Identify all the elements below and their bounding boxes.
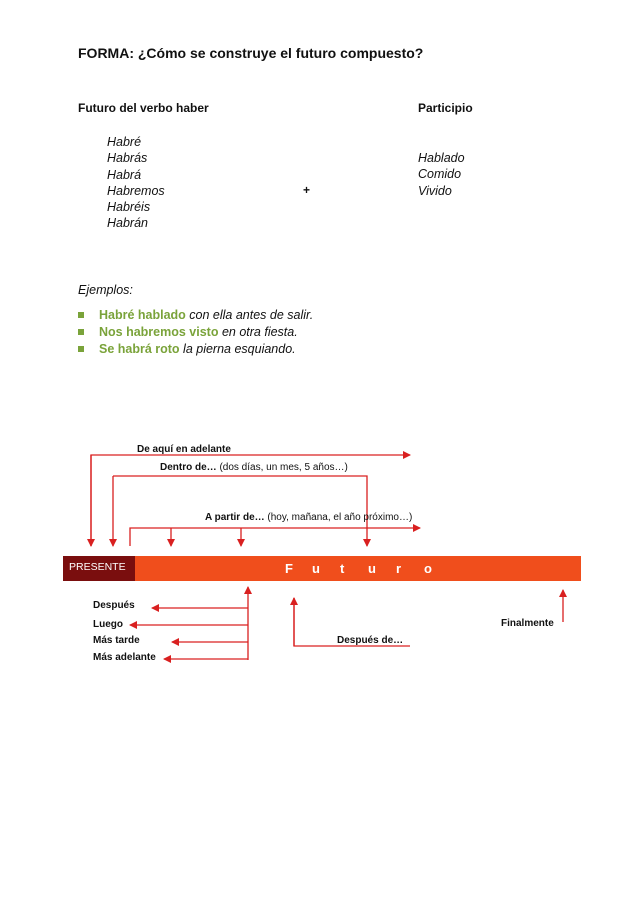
finalmente-label: Finalmente bbox=[501, 618, 554, 629]
a-partir-label bbox=[205, 512, 412, 523]
participle: Comido bbox=[418, 167, 462, 182]
dentro-de-rest: (dos días, un mes, 5 años…) bbox=[216, 462, 348, 473]
a-partir-bold: A partir de… bbox=[205, 512, 265, 523]
a-partir-arrow bbox=[130, 528, 420, 546]
example-highlight: Habré hablado bbox=[99, 308, 186, 322]
example-rest: la pierna esquiando. bbox=[179, 342, 296, 356]
haber-form: Habrás bbox=[107, 151, 148, 166]
futuro-letter: u bbox=[368, 561, 376, 576]
futuro-letter: r bbox=[396, 561, 402, 576]
haber-form: Habrán bbox=[107, 216, 148, 231]
dentro-de-label bbox=[160, 462, 348, 473]
examples-label: Ejemplos: bbox=[78, 283, 133, 297]
futuro-letter: F bbox=[285, 561, 293, 576]
futuro-letter: t bbox=[340, 561, 345, 576]
haber-form: Habréis bbox=[107, 200, 151, 215]
luego-label: Luego bbox=[93, 619, 123, 630]
futuro-letter: u bbox=[312, 561, 320, 576]
participle-column-header: Participio bbox=[418, 101, 473, 115]
haber-form: Habré bbox=[107, 135, 142, 149]
dentro-de-bold: Dentro de… bbox=[160, 462, 217, 473]
page-title: FORMA: ¿Cómo se construye el futuro compuesto? bbox=[78, 45, 424, 61]
example-rest: en otra fiesta. bbox=[218, 325, 298, 339]
dentro-de-bracket-arrow bbox=[113, 476, 367, 546]
futuro-letter: o bbox=[424, 561, 432, 576]
plus-sign: + bbox=[303, 183, 311, 197]
mas-tarde-label: Más tarde bbox=[93, 635, 140, 646]
haber-form: Habremos bbox=[107, 183, 165, 198]
mas-adelante-label: Más adelante bbox=[93, 652, 156, 663]
a-partir-rest: (hoy, mañana, el año próximo…) bbox=[264, 512, 413, 523]
example-highlight: Se habrá roto bbox=[99, 342, 180, 356]
despues-label: Después bbox=[93, 600, 135, 611]
haber-form: Habrá bbox=[107, 167, 142, 182]
futuro-bar bbox=[63, 556, 581, 581]
de-aqui-label: De aquí en adelante bbox=[137, 444, 231, 455]
presente-label: PRESENTE bbox=[69, 561, 126, 573]
participle: Vivido bbox=[418, 183, 452, 198]
despues-de-label: Después de… bbox=[337, 635, 404, 646]
example-rest: con ella antes de salir. bbox=[185, 308, 314, 322]
haber-column-header: Futuro del verbo haber bbox=[78, 101, 209, 115]
participle: Hablado bbox=[418, 151, 465, 165]
example-highlight: Nos habremos visto bbox=[99, 325, 219, 339]
